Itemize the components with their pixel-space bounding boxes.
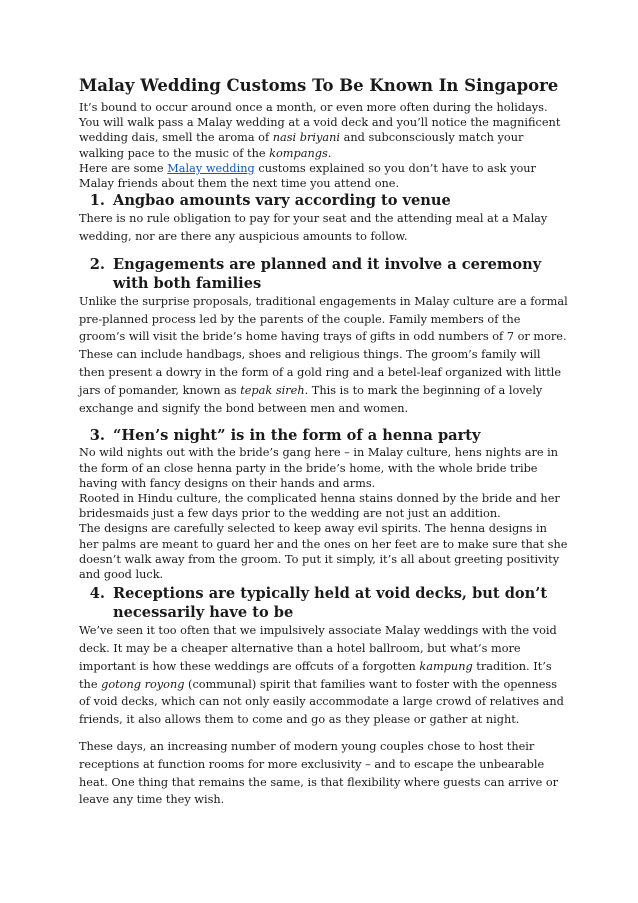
intro-text: Here are some <box>79 161 168 175</box>
section-emphasis: gotong royong <box>101 677 185 691</box>
section-4 <box>79 584 568 809</box>
intro-text: and subconsciously match your walking pace to the music of the <box>79 131 524 160</box>
intro-emphasis: kompangs <box>269 146 328 160</box>
section-heading-text: “Hen’s night” is in the form of a henna party <box>113 427 481 445</box>
section-heading-text: Engagements are planned and it involve a ceremony with both families <box>113 255 542 292</box>
section-text: Unlike the surprise proposals, traditional engagements in Malay culture are a formal pre-planned process led by the parents of the couple. Family members of the groom’s will visit the bride’s home having trays of gifts in odd numbers of 7 or more. These can include handbags, shoes and religious things. The groom’s family will then present a dowry in the form of a gold ring and a betel-leaf organized with little jars of pomander, known as <box>79 294 568 397</box>
section-3 <box>79 426 568 582</box>
section-emphasis: tepak sireh <box>240 383 305 397</box>
section-paragraph <box>79 293 568 418</box>
section-text: We’ve seen it too often that we impulsively associate Malay weddings with the void deck. It may be a cheaper alternative than a hotel ballroom, but what’s more important is how these weddings are offcuts of a forgotten <box>79 624 557 673</box>
section-number: 3. <box>89 427 105 445</box>
section-text: . This is to mark the beginning of a lovely exchange and signify the bond between men and women. <box>79 383 543 415</box>
section-paragraph: No wild nights out with the bride’s gang here – in Malay culture, hens nights are in the form of an close henna party in the bride’s home, with the whole bride tribe having with fancy designs on their hands and arms. <box>79 446 559 490</box>
section-text: (communal) spirit that families want to foster with the openness of void decks, which can not only easily accommodate a large crowd of relatives and friends, it also allows them to come and go as they please or gather at night. <box>79 677 564 727</box>
section-paragraph <box>79 622 568 729</box>
intro-paragraph <box>79 100 568 161</box>
intro-text: . <box>327 146 332 160</box>
section-paragraph: Rooted in Hindu culture, the complicated henna stains donned by the bride and her bridesmaids just a few days prior to the wedding are not just an addition. <box>79 492 560 521</box>
section-2 <box>79 255 568 418</box>
section-heading-text: Receptions are typically held at void decks, but don’t necessarily have to be <box>113 585 548 622</box>
section-number: 1. <box>89 192 105 210</box>
malay-wedding-link[interactable]: Malay wedding <box>167 161 255 175</box>
section-1 <box>79 191 568 246</box>
section-number: 4. <box>89 585 105 603</box>
section-number: 2. <box>89 255 105 273</box>
section-text: tradition. It’s the <box>79 659 552 691</box>
section-heading <box>79 191 568 210</box>
section-heading <box>79 584 568 622</box>
page-title: Malay Wedding Customs To Be Known In Singapore <box>79 76 559 95</box>
section-heading-text: Angbao amounts vary according to venue <box>113 192 451 210</box>
section-paragraph: The designs are carefully selected to keep away evil spirits. The henna designs in her palms are meant to guard her and the ones on her feet are to make sure that she doesn’t walk away from the groom. To put it simply, it’s all about greeting positivity and good luck. <box>79 522 568 582</box>
intro-paragraph <box>79 161 568 191</box>
intro-emphasis: nasi briyani <box>272 131 341 145</box>
customs-list <box>79 191 568 809</box>
intro-text: customs explained so you don’t have to ask your Malay friends about them the next time you attend one. <box>79 161 536 191</box>
intro-text: It’s bound to occur around once a month, or even more often during the holidays. You will walk pass a Malay wedding at a void deck and you’ll notice the magnificent wedding dais, smell the aroma of <box>79 101 561 145</box>
section-paragraph: There is no rule obligation to pay for your seat and the attending meal at a Malay wedding, nor are there any auspicious amounts to follow. <box>79 212 548 244</box>
section-heading <box>79 426 568 445</box>
section-emphasis: kampung <box>419 659 473 673</box>
section-paragraph: These days, an increasing number of modern young couples chose to host their receptions at function rooms for more exclusivity – and to escape the unbearable heat. One thing that remains the same, is that flexibility where guests can arrive or leave any time they wish. <box>79 740 559 807</box>
section-heading <box>79 255 568 293</box>
